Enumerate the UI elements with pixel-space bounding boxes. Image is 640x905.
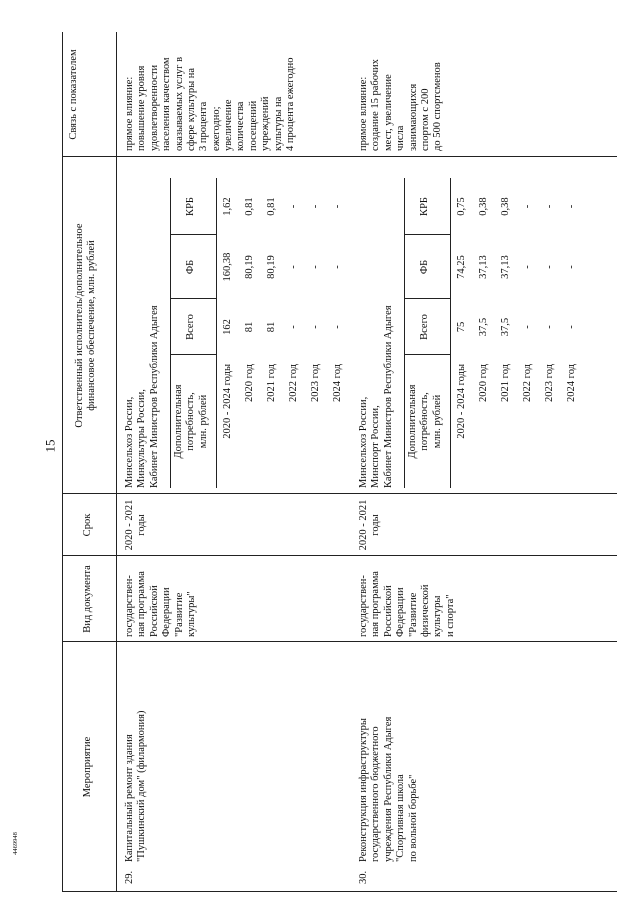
fin-krb: - [310,204,321,209]
header-executor: Ответственный исполнитель/дополнительное финансовое обеспечение, млн. рублей [74,223,98,428]
fin-fb: - [288,265,299,269]
fin-table-header-bottom [450,178,451,488]
header-term: Срок [82,513,93,537]
fin-period: 2022 год [288,364,299,402]
fin-period: 2021 год [500,364,511,402]
fin-header-krb: КРБ [185,197,196,216]
fin-period: 2020 год [244,364,255,402]
fin-total: 162 [222,319,233,335]
fin-krb: 0,81 [244,197,255,216]
fin-fb: - [332,265,343,269]
fin-period: 2021 год [266,364,277,402]
fin-period: 2022 год [522,364,533,402]
fin-krb: - [332,204,343,209]
executors: Минсельхоз России, Минкультуры России, Кабинет Министров Республики Адыгея [124,305,160,488]
fin-period: 2023 год [544,364,555,402]
term: 2020 - 2021 годы [358,499,382,551]
fin-period: 2020 год [478,364,489,402]
fin-total: - [288,325,299,329]
fin-period: 2023 год [310,364,321,402]
header-event: Мероприятие [82,736,93,798]
event-name: Реконструкция инфраструктуры государственного бюджетного учреждения Республики Адыгея "Спортивная школа по вольной борьбе" [358,716,419,862]
fin-krb: - [566,204,577,209]
fin-fb: - [522,265,533,269]
fin-fb: 37,13 [478,255,489,279]
row-number: 29. [124,870,135,884]
fin-header-krb: КРБ [419,197,430,216]
fin-krb: - [522,204,533,209]
fin-period: 2024 год [332,364,343,402]
fin-total: - [522,325,533,329]
fin-fb: - [310,265,321,269]
fin-fb: 160,38 [222,252,233,282]
fin-total: - [332,325,343,329]
fin-krb: 0,75 [456,197,467,216]
fin-table-header-bottom [216,178,217,488]
fin-krb: - [288,204,299,209]
fin-table-top [404,178,405,488]
fin-fb: 74,25 [456,255,467,279]
rotated-table [62,32,617,892]
col-divider [62,156,617,157]
fin-fb: 80,19 [266,255,277,279]
fin-total: - [544,325,555,329]
indicator-link: прямое влияние: создание 15 рабочих мест, увеличение числа занимающихся спортом с 200 до 500 спортсменов [358,59,444,151]
table-left-border [62,891,617,892]
fin-total: - [566,325,577,329]
fin-total: 37,5 [478,317,489,337]
fin-total: 75 [456,321,467,333]
fin-krb: - [544,204,555,209]
fin-fb: 37,13 [500,255,511,279]
fin-total: 37,5 [500,317,511,337]
fin-total: - [310,325,321,329]
fin-krb: 0,81 [266,197,277,216]
term: 2020 - 2021 годы [124,499,148,551]
fin-krb: 0,38 [500,197,511,216]
fin-header-fb: ФБ [419,259,430,275]
header-bottom-border [116,32,117,892]
fin-fb: - [544,265,555,269]
document-type: государствен- ная программа Российской Федерации "Развитие физической культуры и спорта" [358,571,456,637]
fin-header-need: Дополнительная потребность, млн. рублей [173,384,209,459]
fin-header-total: Всего [185,314,196,340]
fin-period: 2020 - 2024 годы [456,364,467,439]
fin-table-top [170,178,171,488]
executors: Минсельхоз России, Минспорт России, Кабинет Министров Республики Адыгея [358,305,394,488]
document-code: 4469948 [11,832,19,855]
event-name: Капитальный ремонт здания "Пушкинский дом" (филармония) [124,710,148,862]
fin-fb: - [566,265,577,269]
document-type: государствен- ная программа Российской Федерации "Развитие культуры" [124,571,197,637]
table-top-border [62,32,63,892]
fin-total: 81 [244,321,255,333]
indicator-link: прямое влияние: повышение уровня удовлетворенности населения качеством оказываемых услуг в сфере культуры на 3 процента ежегодно; увеличение количества посещений учреждений культуры на 4 процента ежегодно [124,56,296,151]
fin-header-fb: ФБ [185,259,196,275]
row-number: 30. [358,870,369,884]
header-link: Связь с показателем [68,49,79,140]
header-doc-type: Вид документа [82,565,93,633]
fin-krb: 1,62 [222,197,233,216]
fin-krb: 0,38 [478,197,489,216]
page-number: 15 [42,439,58,453]
fin-header-total: Всего [419,314,430,340]
fin-fb: 80,19 [244,255,255,279]
fin-period: 2024 год [566,364,577,402]
fin-header-need: Дополнительная потребность, млн. рублей [407,384,443,459]
col-divider [62,641,617,642]
col-divider [62,493,617,494]
fin-period: 2020 - 2024 годы [222,364,233,439]
col-divider [62,555,617,556]
fin-total: 81 [266,321,277,333]
